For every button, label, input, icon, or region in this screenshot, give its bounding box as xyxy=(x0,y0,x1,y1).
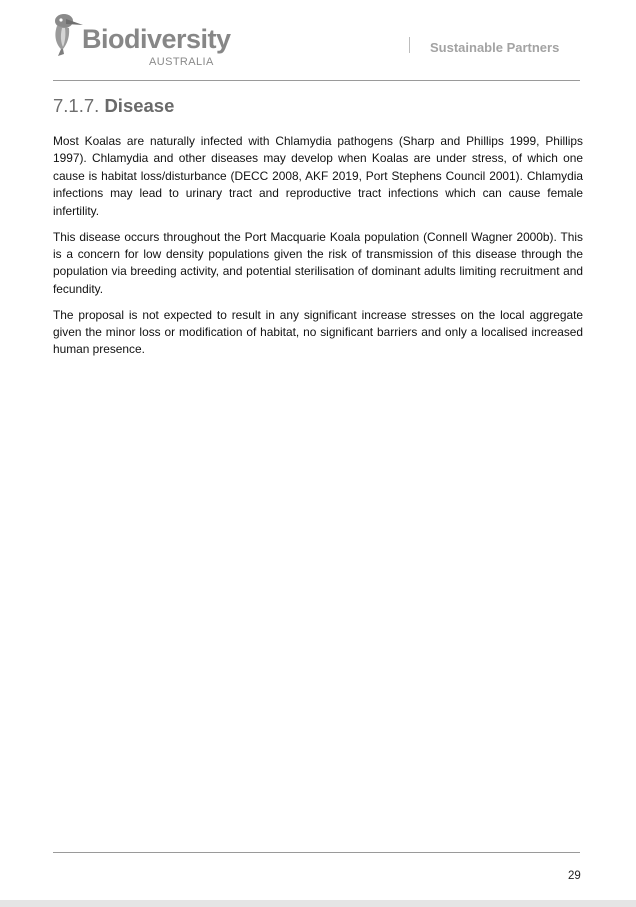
paragraph: The proposal is not expected to result in any significant increase stresses on the local aggregate given the minor loss or modification of habitat, no significant barriers and only a localised increased human presence. xyxy=(53,307,583,357)
section-heading xyxy=(53,97,174,116)
header-partner-text: Sustainable Partners xyxy=(430,40,560,55)
paragraph: Most Koalas are naturally infected with Chlamydia pathogens (Sharp and Phillips 1999, Phillips 1997). Chlamydia and other diseases may develop when Koalas are under stress, of which one cause is habitat loss/disturbance (DECC 2008, AKF 2019, Port Stephens Council 2001). Chlamydia infections may lead to urinary tract and reproductive tract infections which can cause female infertility. xyxy=(53,134,583,218)
footer-divider xyxy=(53,852,580,853)
paragraph: This disease occurs throughout the Port Macquarie Koala population (Connell Wagner 2000b). This is a concern for low density populations given the risk of transmission of this disease through the population via breeding activity, and potential sterilisation of dominant adults limiting recruitment and fecundity. xyxy=(53,229,583,296)
biodiversity-australia-logo xyxy=(52,12,240,72)
page-bottom-edge xyxy=(0,900,636,907)
section-title: Disease xyxy=(104,95,175,116)
header-separator xyxy=(409,37,410,53)
body-text xyxy=(53,133,583,367)
kookaburra-bird-icon xyxy=(52,12,84,56)
header-divider xyxy=(53,80,580,81)
logo-wordmark: Biodiversity xyxy=(82,24,231,54)
logo-subtitle: AUSTRALIA xyxy=(149,56,214,68)
section-number: 7.1.7. xyxy=(53,95,100,116)
page-number: 29 xyxy=(568,870,581,882)
